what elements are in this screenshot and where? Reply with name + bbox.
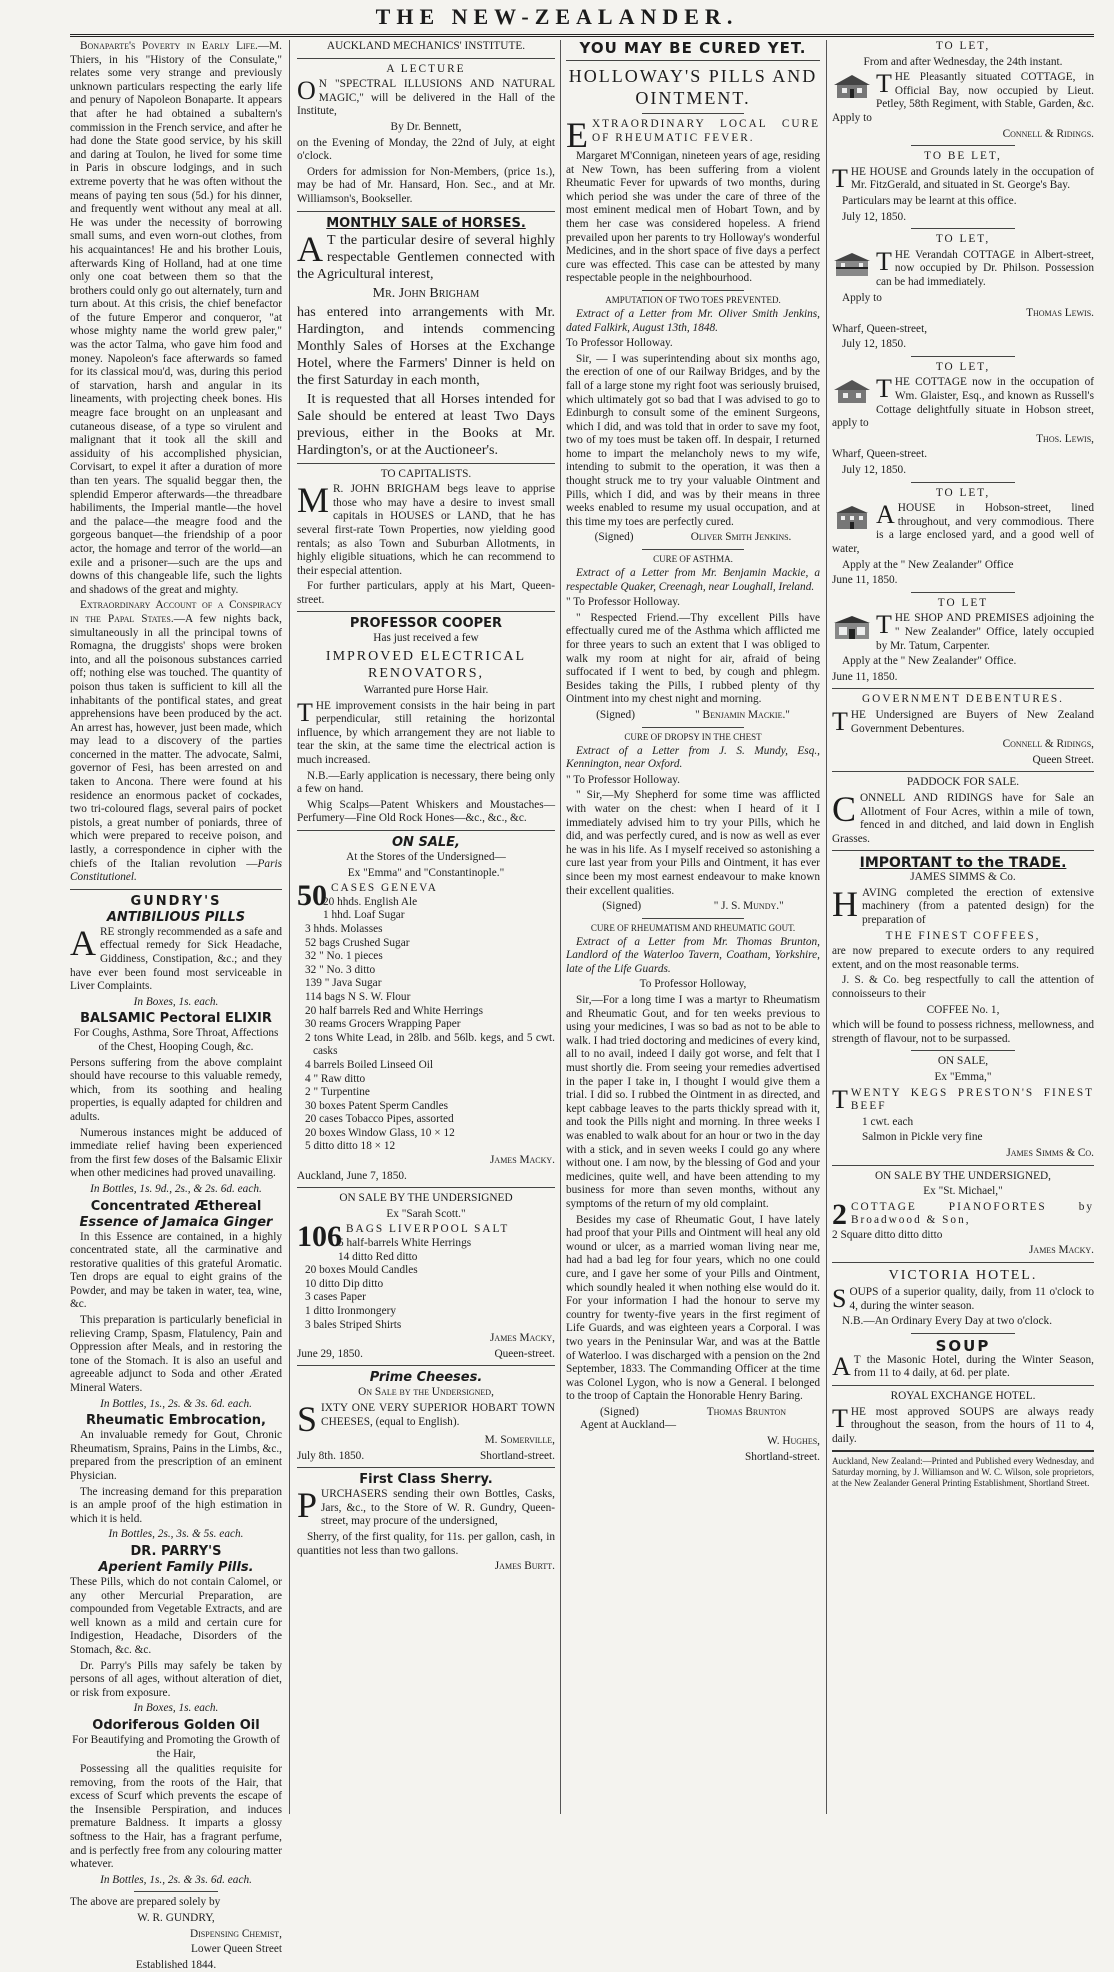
asthma-signature bbox=[566, 709, 820, 723]
debentures-place: Queen Street. bbox=[1032, 753, 1094, 766]
capitalists-body: For further particulars, apply at his Mart, Queen-street. bbox=[297, 580, 555, 606]
masthead: THE NEW-ZEALANDER. bbox=[375, 4, 739, 29]
sale2-footer bbox=[297, 1348, 555, 1362]
asthma-heading: CURE OF ASTHMA. bbox=[653, 554, 733, 565]
column-1 bbox=[70, 40, 282, 1971]
victoria-heading: VICTORIA HOTEL. bbox=[888, 1267, 1038, 1283]
divider bbox=[297, 1365, 555, 1366]
parry-body: Dr. Parry's Pills may safely be taken by persons of all ages, without alteration of diet, or risk from exposure. bbox=[70, 1659, 282, 1699]
let6-body: HE SHOP AND PREMISES adjoining the " New Zealander" Office, lately occupied by Mr. Tatum, Carpenter. bbox=[876, 612, 1094, 652]
lecture-orders: Orders for admission for Non-Members, (price 1s.), may be had of Mr. Hansard, Hon. Sec., and at Mr. Williamson's, Bookseller. bbox=[297, 165, 555, 205]
divider bbox=[911, 592, 1016, 593]
debentures-ad: THE Undersigned are Buyers of New Zealand Government Debentures. bbox=[832, 706, 1094, 736]
paddock-heading: PADDOCK FOR SALE. bbox=[906, 776, 1020, 789]
chemist-trade: Dispensing Chemist, bbox=[189, 1927, 282, 1940]
horses-body: It is requested that all Horses intended for Sale should be entered at least Two Days previous, either in the Books at Mr. Hardington's, or at the Auctioneer's. bbox=[297, 391, 555, 458]
balsamic-title: BALSAMIC Pectoral ELIXIR bbox=[80, 1011, 272, 1027]
column-divider bbox=[560, 40, 561, 1814]
sherry-ad: PURCHASERS sending their own Bottles, Casks, Jars, &c., to the Store of W. R. Gundry, Queen-street, may procure of the undersigned, bbox=[297, 1485, 555, 1528]
divider bbox=[832, 850, 1094, 851]
gout-signature bbox=[566, 1406, 820, 1420]
michael-ex: Ex "St. Michael," bbox=[923, 1185, 1003, 1198]
let3-ad: THE Verandah COTTAGE in Albert-street, now occupied by Dr. Philson. Possession can be had immediately. bbox=[832, 249, 1094, 290]
sale-list bbox=[297, 896, 555, 1154]
bonaparte-article: Bonaparte's Poverty in Early Life.—M. Thiers, in his "History of the Consulate," relates some very strange and previously unknown particulars respecting the early life and penury of Napoleon Bonaparte. It appears that after he had obtained a subaltern's commission in the French service, and after he had done the State good service, by his skill and daring at Toulon, he lived for some time in Paris in obscure lodgings, and in such extreme poverty that he was often without the means of paying ten sous (5d.) for his dinner, and frequently went without any meal at all. He was under the necessity of borrowing small sums, and even worn-out clothes, from his acquaintances! He and his brother Louis, afterwards King of Holland, had at one time only one coat between them so that the brothers could only go out alternately, turn and turn about. At this crisis, the chief benefactor of the future Emperor and conqueror, "at whose mighty name the world grew paler," was the actor Talma, who gave him food and money. Napoleon's face afterwards so famed for its classical mou'd, was, during this period of starvation, harsh and angular in its lineaments, with projecting cheek bones. His meagre face brought on an unpleasant and cutaneous disease, of a type so virulent and malignant that it took all the skill and assiduity of his accomplished physician, Corvisart, to expel it after a duration of more than ten years. The squalid beggar then, the splendid Emperor afterwards—the threadbare habiliments, the Imperial mantle—the hovel and the palace—the meagre food and the gorgeous banquet—the friendship of a poor actor, the homage and terror of the world—an exile and a prisoner—such are the ups and downs of this changeable life, such the lights and shadows of the great and mighty. bbox=[70, 40, 282, 596]
let1-signature: Connell & Ridings. bbox=[1002, 127, 1094, 140]
divider bbox=[297, 1467, 555, 1468]
let6-heading: TO LET bbox=[937, 596, 989, 609]
balsamic-body: Numerous instances might be adduced of immediate relief having been experienced from the first few doses of the Balsamic Elixir when other medicines had proved unavailing. bbox=[70, 1126, 282, 1180]
horses-ad: A T the particular desire of several highly respectable Gentlemen connected with the Agricultural interest, bbox=[297, 228, 555, 282]
capitalists-heading: TO CAPITALISTS. bbox=[380, 467, 472, 480]
dropsy-extract: Extract of a Letter from J. S. Mundy, Esq., Kennington, near Oxford. bbox=[566, 744, 820, 771]
ginger-price: In Bottles, 1s., 2s. & 3s. 6d. each. bbox=[100, 1397, 252, 1410]
divider bbox=[134, 1891, 219, 1892]
let6-ad: THE SHOP AND PREMISES adjoining the " New Zealander" Office, lately occupied by Mr. Tatum, Carpenter. bbox=[832, 612, 1094, 653]
lecture-heading: A LECTURE bbox=[386, 62, 466, 75]
let4-heading: TO LET, bbox=[935, 360, 991, 373]
royal-ad: THE most approved SOUPS are always ready throughout the season, from the hours of 11 to 4, daily. bbox=[832, 1403, 1094, 1445]
dropsy-to: " To Professor Holloway. bbox=[566, 773, 680, 786]
let1-from: From and after Wednesday, the 24th instant. bbox=[863, 55, 1063, 68]
sale2-ex: Ex "Sarah Scott." bbox=[386, 1207, 466, 1220]
cheese-heading: Prime Cheeses. bbox=[369, 1370, 483, 1386]
list-item: 3 cases Paper bbox=[305, 1291, 366, 1304]
debentures-body: HE Undersigned are Buyers of New Zealand Government Debentures. bbox=[850, 708, 1094, 735]
cottage-icon bbox=[832, 73, 872, 99]
list-item: 30 reams Grocers Wrapping Paper bbox=[305, 1018, 461, 1031]
divider bbox=[642, 918, 744, 919]
gout-body: Sir,—For a long time I was a martyr to Rheumatism and Rheumatic Gout, and for ten weeks previous to using your medicines, I was so bad as not to be able to walk. I had tried doctoring and medicines of every kind, all to no avail, indeed I daily got worse, and felt that I must shortly die. From seeing your remedies advertised in the paper I take in, I thought I would give them a trial. I did so. I rubbed the Ointment in as directed, and kept cabbage leaves to the parts thickly spread with it, and took the Pills night and morning. In three weeks I was enabled to walk about for an hour or two in the day with a stick, and in seven weeks I could go any where without one. I am now, by the blessing of God and your medicines, quite well, and have been attending to my business for more than seven months, without any symptoms of the return of my old complaint. bbox=[566, 994, 820, 1210]
parry-title: DR. PARRY'S bbox=[130, 1543, 222, 1559]
ginger-title-2: Essence of Jamaica Ginger bbox=[79, 1214, 273, 1230]
divider bbox=[911, 1333, 1016, 1334]
cooper-warranty: Warranted pure Horse Hair. bbox=[363, 684, 489, 697]
divider bbox=[642, 290, 744, 291]
list-item: 2 " Turpentine bbox=[305, 1086, 370, 1099]
chemist-name: W. R. GUNDRY, bbox=[137, 1912, 215, 1925]
list-item: 32 " No. 3 ditto bbox=[305, 963, 376, 976]
list-item: 5 half-barrels White Herrings bbox=[338, 1237, 472, 1250]
list-item: 14 ditto Red ditto bbox=[338, 1250, 418, 1263]
cooper-nb: N.B.—Early application is necessary, there being only a few on hand. bbox=[297, 769, 555, 796]
column-4 bbox=[832, 40, 1094, 1814]
list-item: 32 " No. 1 pieces bbox=[305, 950, 383, 963]
sale-count: 50 bbox=[297, 879, 327, 913]
trade-body: AVING completed the erection of extensive machinery (from a patented design) for the preparation of bbox=[862, 886, 1094, 927]
cheese-date: July 8th. 1850. bbox=[297, 1449, 365, 1462]
divider bbox=[911, 356, 1016, 357]
asthma-body: " Respected Friend.—Thy excellent Pills have effectually cured me of the Asthma which afflicted me for three years to such an extent that I was obliged to walk my room at night for air, afraid of being suffocated if I went to bed, by cough and phlegm. Besides taking the Pills, I rubbed plenty of thy Ointment into my chest night and morning. bbox=[566, 611, 820, 706]
trade-name: JAMES SIMMS & Co. bbox=[910, 871, 1016, 884]
holloway-heading: YOU MAY BE CURED YET. bbox=[579, 39, 807, 57]
let4-date: July 12, 1850. bbox=[842, 464, 907, 477]
let5-heading: TO LET, bbox=[935, 486, 991, 499]
cooper-body: HE improvement consists in the hair being in part perpendicular, still retaining the horizontal influence, by which arrangement they are not liable to tear the skin, at the same time the electrical action is much increased. bbox=[297, 699, 555, 767]
column-2 bbox=[297, 40, 555, 1814]
gout-extract: Extract of a Letter from Mr. Thomas Brunton, Landlord of the Waterloo Tavern, Coatham, Yorkshire, late of the Life Guards. bbox=[566, 935, 820, 975]
let3-body: HE Verandah COTTAGE in Albert-street, now occupied by Dr. Philson. Possession can be had immediately. bbox=[876, 248, 1094, 288]
dropsy-signature bbox=[566, 900, 820, 914]
divider bbox=[566, 60, 820, 61]
divider bbox=[297, 58, 555, 59]
agent-label: Agent at Auckland— bbox=[580, 1419, 677, 1432]
amputation-extract: Extract of a Letter from Mr. Oliver Smith Jenkins, dated Falkirk, August 13th, 1848. bbox=[566, 307, 820, 334]
michael-first bbox=[832, 1197, 1094, 1231]
sale2-heading: ON SALE BY THE UNDERSIGNED bbox=[339, 1192, 513, 1205]
horses-body: has entered into arrangements with Mr. Hardington, and intends commencing Monthly Sales of Horses at the Exchange Hotel, where the Farmers' Dinner is held on the first Saturday in each month, bbox=[297, 304, 555, 388]
asthma-to: " To Professor Holloway. bbox=[566, 596, 680, 609]
let2-date: July 12, 1850. bbox=[842, 210, 907, 223]
michael-body: 2 Square ditto ditto ditto bbox=[832, 1228, 943, 1241]
michael-heading: ON SALE BY THE UNDERSIGNED, bbox=[874, 1169, 1052, 1182]
let6-date: June 11, 1850. bbox=[832, 670, 898, 683]
divider bbox=[832, 1385, 1094, 1386]
ginger-title: Concentrated Æthereal bbox=[90, 1198, 262, 1214]
oil-body: Possessing all the qualities requisite for removing, from the roots of the Hair, that excess of Scurf which prevents the escape of the Insensible Perspiration, and induces premature Baldness. It imparts a glossy softness to the Hair, has a fragrant perfume, and is perfectly free from any colouring matter whatever. bbox=[70, 1763, 282, 1871]
column-divider bbox=[289, 40, 290, 1814]
let3-signature: Thomas Lewis. bbox=[1026, 307, 1094, 320]
divider bbox=[70, 889, 282, 890]
list-item: 4 " Raw ditto bbox=[305, 1072, 366, 1085]
list-item: 1 ditto Ironmongery bbox=[305, 1305, 396, 1317]
holloway-title: HOLLOWAY'S PILLS AND OINTMENT. bbox=[568, 66, 818, 108]
ginger-body: This preparation is particularly beneficial in relieving Cramp, Spasm, Flatulency, Pain and Oppression after Meals, and in restoring the tone of the Stomach. It is also an useful and agreeable adjunct to Soda and other Ærated Mineral Waters. bbox=[70, 1314, 282, 1395]
cooper-ad: THE improvement consists in the hair being in part perpendicular, still retaining the horizontal influence, by which arrangement they are not liable to tear the skin, at the same time the electrical action is much increased. bbox=[297, 697, 555, 767]
list-item: 30 boxes Patent Sperm Candles bbox=[305, 1099, 449, 1112]
parry-body: These Pills, which do not contain Calomel, or any other Mercurial Preparation, are compounded from Vegetable Extracts, and are well known as a mild and certain cure for Indigestion, Headache, Disorders of the Stomach, &c. &c. bbox=[70, 1575, 282, 1656]
sold-by: The above are prepared solely by bbox=[70, 1896, 221, 1909]
holloway-extraordinary-text: XTRAORDINARY LOCAL CURE OF RHEUMATIC FEVER. bbox=[592, 118, 820, 144]
list-item: 20 cases Tobacco Pipes, assorted bbox=[305, 1113, 454, 1126]
soup-ad: A T the Masonic Hotel, during the Winter Season, from 11 to 4 daily, at 6d. per plate. bbox=[832, 1351, 1094, 1381]
cheese-footer bbox=[297, 1450, 555, 1464]
list-item: 3 bales Striped Shirts bbox=[305, 1318, 402, 1331]
signature: Oliver Smith Jenkins. bbox=[690, 531, 792, 544]
sale2-date: June 29, 1850. bbox=[297, 1347, 363, 1360]
let2-particulars: Particulars may be learnt at this office. bbox=[842, 194, 1017, 207]
let3-apply: Apply to bbox=[842, 291, 882, 304]
let4-ad: THE COTTAGE now in the occupation of Wm. Glaister, Esq., and known as Russell's Cottage delightfully situate in Hobson street, apply to bbox=[832, 374, 1094, 430]
cooper-wigs: Whig Scalps—Patent Whiskers and Moustaches—Perfumery—Fine Old Rock Hones—&c., &c., &c. bbox=[297, 798, 555, 825]
amputation-heading: AMPUTATION OF TWO TOES PREVENTED. bbox=[605, 294, 781, 305]
article-title: Extraordinary Account of a Conspiracy in the Papal States. bbox=[70, 599, 282, 625]
let2-body: HE HOUSE and Grounds lately in the occupation of Mr. FitzGerald, and situated in St. George's Bay. bbox=[850, 165, 1094, 192]
victoria-body: OUPS of a superior quality, daily, from 11 o'clock to 4, during the winter season. bbox=[849, 1285, 1094, 1312]
divider bbox=[642, 727, 744, 728]
balsamic-use: For Coughs, Asthma, Sore Throat, Affections of the Chest, Hooping Cough, &c. bbox=[73, 1027, 279, 1053]
signed-label: (Signed) bbox=[602, 900, 642, 913]
parry-price: In Boxes, 1s. each. bbox=[133, 1702, 219, 1715]
balsamic-price: In Bottles, 1s. 9d., 2s., & 2s. 6d. each. bbox=[90, 1182, 262, 1195]
rheumatic-body: An invaluable remedy for Gout, Chronic Rheumatism, Sprains, Pains in the Limbs, &c., prepared from the prescription of an eminent Physician. bbox=[70, 1429, 282, 1482]
list-item: 139 " Java Sugar bbox=[305, 977, 382, 990]
michael-signature: James Macky. bbox=[1029, 1244, 1094, 1257]
agent-place: Shortland-street. bbox=[745, 1450, 820, 1463]
chemist-address: Lower Queen Street bbox=[191, 1943, 282, 1956]
sale2-place: Queen-street. bbox=[494, 1347, 555, 1360]
amputation-body: Sir, — I was superintending about six months ago, the erection of one of our Railway Bridges, and by the fall of a large stone my right foot was seriously bruised, which ultimately got so bad that I was advised to go to Edinburgh to consult some of the eminent Surgeons, which I did, and was told that in order to save my foot, two of my toes must be taken off. In despair, I returned home to impart the melancholy news to my wife, intending to submit to the operation, it was then a thought struck me to try your valuable Ointment and Pills, which I did, and was by their means in three weeks enabled to resume my usual occupation, and at this time my toes are perfectly cured. bbox=[566, 352, 820, 528]
signature: " Benjamin Mackie." bbox=[695, 708, 790, 721]
let2-ad: THE HOUSE and Grounds lately in the occupation of Mr. FitzGerald, and situated in St. George's Bay. bbox=[832, 163, 1094, 193]
shop-icon bbox=[832, 614, 872, 640]
let3-address: Wharf, Queen-street, bbox=[832, 322, 928, 335]
debentures-signature: Connell & Ridings, bbox=[1002, 738, 1094, 751]
established: Established 1844. bbox=[135, 1958, 217, 1971]
list-item: 20 boxes Mould Candles bbox=[305, 1264, 418, 1277]
list-item: 5 ditto ditto 18 × 12 bbox=[305, 1140, 396, 1153]
divider bbox=[297, 463, 555, 464]
emma-ex: Ex "Emma," bbox=[934, 1071, 992, 1083]
gundry-ad: ARE strongly recommended as a safe and effectual remedy for Sick Headache, Giddiness, Constipation, &c.; and they have ever been found most serviceable in Liver Complaints. bbox=[70, 922, 282, 993]
let3-date: July 12, 1850. bbox=[842, 338, 907, 351]
trade-item: THE FINEST COFFEES, bbox=[885, 929, 1041, 942]
trade-coffee: COFFEE No. 1, bbox=[926, 1003, 1000, 1016]
amputation-to: To Professor Holloway. bbox=[566, 337, 673, 350]
masthead-rule bbox=[70, 34, 1094, 37]
emma-ad: TWENTY KEGS PRESTON'S FINEST BEEF bbox=[832, 1084, 1094, 1114]
cheese-ad: SIXTY ONE VERY SUPERIOR HOBART TOWN CHEESES, (equal to English). bbox=[297, 1398, 555, 1439]
let2-heading: TO BE LET, bbox=[924, 150, 1002, 163]
emma-heading: ON SALE, bbox=[937, 1055, 989, 1068]
agent-name: W. Hughes, bbox=[767, 1435, 820, 1448]
oil-use: For Beautifying and Promoting the Growth of the Hair, bbox=[72, 1733, 280, 1760]
cheese-place: Shortland-street. bbox=[480, 1449, 555, 1462]
gout-body: Besides my case of Rheumatic Gout, I have lately had proof that your Pills and Ointment will heal any old wound or ulcer, as a married woman living near me, had had a bad leg for four years, which no one could cure, and I gave her some of your Pills and Ointment, which soundly healed it when nothing else would do it. For your information I had the honour to serve my country for twenty-five years in the first regiment of Life Guards, and was eighteen years a Corporal. I was two years in the Peninsular War, and was at the Battle of Waterloo. I was discharged with a pension on the 2nd September, 1833. The Commanding Officer at the time was Colonel Lygon, who is now a General. I belonged to the troop of Captain the Honorable Henry Baring. bbox=[566, 1213, 820, 1403]
divider bbox=[297, 611, 555, 612]
let3-heading: TO LET, bbox=[935, 233, 991, 246]
rheumatic-body: The increasing demand for this preparation is an ample proof of the high estimation in which it is held. bbox=[70, 1485, 282, 1525]
margaret-case: Margaret M'Connigan, nineteen years of age, residing at New Town, has been suffering from a violent Rheumatic Fever for upwards of two months, during which period she was under the care of three of the most eminent medical men of Hobart Town, and by them her case was considered hopeless. A friend prevailed upon her parents to try Holloway's wonderful Medicines, and in the short space of five days a perfect cure was effected. This case can be attested by many respectable people in the neighbourhood. bbox=[566, 150, 820, 285]
article-source: Paris Constitutionel. bbox=[70, 857, 282, 884]
divider bbox=[832, 1262, 1094, 1263]
holloway-extraordinary: EXTRAORDINARY LOCAL CURE OF RHEUMATIC FEVER. bbox=[566, 115, 820, 155]
cooper-item: IMPROVED ELECTRICAL RENOVATORS, bbox=[325, 649, 527, 682]
balsamic-body: Persons suffering from the above complaint should have recourse to this valuable remedy, which, from its soothing and healing properties, is equally adapted for children and adults. bbox=[70, 1056, 282, 1123]
divider bbox=[642, 113, 744, 114]
sale-date: Auckland, June 7, 1850. bbox=[297, 1169, 407, 1182]
paddock-body: ONNELL AND RIDINGS have for Sale an Allotment of Four Acres, within a mile of town, fenced in and ditched, and laid down in English Grasses. bbox=[832, 791, 1094, 845]
amputation-signature bbox=[566, 531, 820, 545]
dropsy-heading: CURE OF DROPSY IN THE CHEST bbox=[624, 731, 762, 742]
column-divider bbox=[826, 40, 827, 1814]
royal-heading: ROYAL EXCHANGE HOTEL. bbox=[890, 1389, 1036, 1402]
cheese-body: IXTY ONE VERY SUPERIOR HOBART TOWN CHEESES, (equal to English). bbox=[321, 1401, 555, 1428]
signature: " J. S. Mundy." bbox=[713, 900, 784, 913]
divider bbox=[911, 482, 1016, 483]
michael-body: COTTAGE PIANOFORTES by Broadwood & Son, bbox=[851, 1200, 1094, 1227]
column-3 bbox=[566, 40, 820, 1814]
horses-body: T the particular desire of several highly respectable Gentlemen connected with the Agricultural interest, bbox=[297, 232, 555, 282]
list-item: 20 hhds. English Ale bbox=[323, 895, 418, 908]
signed-label: (Signed) bbox=[594, 531, 634, 544]
divider bbox=[297, 211, 555, 212]
let1-heading: TO LET, bbox=[935, 40, 991, 52]
royal-body: HE most approved SOUPS are always ready throughout the season, from the hours of 11 to 4, daily. bbox=[832, 1405, 1094, 1445]
sherry-heading: First Class Sherry. bbox=[359, 1472, 493, 1488]
soup-heading: SOUP bbox=[935, 1336, 991, 1355]
trade-body: J. S. & Co. beg respectfully to call the attention of connoisseurs to their bbox=[832, 974, 1094, 1001]
article-title: Bonaparte's Poverty in Early Life. bbox=[80, 40, 258, 52]
gundry-subtitle: ANTIBILIOUS PILLS bbox=[106, 909, 246, 925]
cooper-sub: Has just received a few bbox=[373, 632, 479, 645]
sale2-signature: James Macky, bbox=[490, 1332, 555, 1345]
emma-salmon: Salmon in Pickle very fine bbox=[862, 1131, 983, 1144]
sale-sub: At the Stores of the Undersigned— bbox=[346, 851, 506, 863]
list-item: 10 ditto Dip ditto bbox=[305, 1277, 384, 1290]
sale-ex: Ex "Emma" and "Constantinople." bbox=[347, 866, 505, 879]
house-icon bbox=[832, 504, 872, 530]
sale-signature: James Macky. bbox=[490, 1154, 555, 1167]
list-item: 114 bags N S. W. Flour bbox=[305, 990, 411, 1003]
lecture-by: By Dr. Bennett, bbox=[390, 120, 462, 133]
list-item: 20 boxes Window Glass, 10 × 12 bbox=[305, 1126, 455, 1139]
oil-title: Odoriferous Golden Oil bbox=[92, 1717, 260, 1733]
sale2-first-item: BAGS LIVERPOOL SALT bbox=[346, 1223, 510, 1236]
let6-apply: Apply at the " New Zealander" Office. bbox=[842, 655, 1017, 668]
list-item: 2 tons White Lead, in 28lb. and 56lb. kegs, and 5 cwt. casks bbox=[305, 1031, 555, 1058]
lecture-when: on the Evening of Monday, the 22nd of July, at eight o'clock. bbox=[297, 136, 555, 163]
cooper-heading: PROFESSOR COOPER bbox=[349, 616, 503, 632]
gout-heading: CURE OF RHEUMATISM AND RHEUMATIC GOUT. bbox=[590, 922, 796, 933]
emma-signature: James Simms & Co. bbox=[1006, 1146, 1094, 1159]
dropsy-body: " Sir,—My Shepherd for some time was afflicted with water on the chest: when I heard of it I immediately advised him to try your Pills, which he did, and was perfectly cured, and is now as well as ever he was in his life. As I myself received so astonishing a cure last year from your Pills and Ointment, it has ever since been my most earnest endeavour to make known their excellent qualities. bbox=[566, 789, 820, 897]
article-body: Thiers, in his "History of the Consulate," relates some very strange and previously unknown particulars respecting the early life and penury of Napoleon Bonaparte. It appears that after he had obtained a subaltern's commission in the French service, and after he had done the State good service, by his skill and daring at Toulon, he lived for some time in Paris in obscure lodgings, and in such extreme poverty that he was often without the means of paying ten sous (5d.) for his dinner, and frequently went without any meal at all. He was under the necessity of borrowing small sums, and even worn-out clothes, from his acquaintances! He and his brother Louis, afterwards King of Holland, had at one time only one coat between them so that the brothers could only go out alternately, turn and turn about. At this crisis, the chief benefactor of the future Emperor and conqueror, "at whose mighty name the world grew paler," was the actor Talma, who gave him food and money. Napoleon's face afterwards so famed for its classical mou'd, was, during this period of starvation, harsh and angular in its lineaments, with projecting cheek bones. His meagre face brought on an unpleasant and cutaneous disease, of a type so virulent and malignant that it took all the skill and assiduity of his accomplished physician, Corvisart, to expel it after a duration of more than ten years. The squalid beggar then, the splendid Emperor afterwards—the threadbare habiliments, the Imperial mantle—the hovel and the palace—the meagre food and the gorgeous banquet—the friendship of a poor actor, the homage and terror of the world—an exile and a prisoner—such are the ups and downs of this changeable life, such the lights and shadows of the great and mighty. bbox=[70, 53, 282, 596]
gout-to: To Professor Holloway, bbox=[639, 978, 747, 991]
trade-ad: HAVING completed the erection of extensive machinery (from a patented design) for the preparation of bbox=[832, 883, 1094, 927]
let4-signature: Thos. Lewis, bbox=[1036, 432, 1094, 445]
divider bbox=[642, 549, 744, 550]
imprint: Auckland, New Zealand:—Printed and Published every Wednesday, and Saturday morning, by J. Williamson and W. C. Wilson, sole proprietors, at the New Zealander General Printing Establishment, Shortland Street. bbox=[832, 1456, 1094, 1489]
trade-body: are now prepared to execute orders to any required extent, and on the most reasonable terms. bbox=[832, 945, 1094, 971]
lecture-body: N "SPECTRAL ILLUSIONS AND NATURAL MAGIC," will be delivered in the Hall of the Institute, bbox=[297, 78, 555, 118]
trade-heading: IMPORTANT to the TRADE. bbox=[859, 855, 1067, 872]
gundry-price: In Boxes, 1s. each. bbox=[133, 995, 219, 1008]
soup-body: T the Masonic Hotel, during the Winter Season, from 11 to 4 daily, at 6d. per plate. bbox=[853, 1353, 1094, 1380]
let4-address: Wharf, Queen-street. bbox=[832, 448, 928, 461]
sherry-body: Sherry, of the first quality, for 11s. per gallon, cash, in quantities not less than two gallons. bbox=[297, 1530, 555, 1557]
ad-body: RE strongly recommended as a safe and effectual remedy for Sick Headache, Giddiness, Constipation, &c.; and they have ever been found most serviceable in Liver Complaints. bbox=[70, 925, 282, 993]
list-item: 3 hhds. Molasses bbox=[305, 922, 383, 935]
cottage-icon bbox=[832, 378, 872, 404]
signed-label: (Signed) bbox=[599, 1405, 639, 1418]
rheumatic-price: In Bottles, 2s., 3s. & 5s. each. bbox=[108, 1528, 244, 1541]
list-item: 52 bags Crushed Sugar bbox=[305, 936, 410, 949]
capitalists-ad: M R. JOHN BRIGHAM begs leave to apprise those who may have a desire to invest small capitals in HOUSES or LAND, that he has several first-rate Town Properties, now yielding good rentals; as also Town and Suburban Allotments, in highly eligible situations, which he can recommend to their especial attention. bbox=[297, 480, 555, 577]
rheumatic-title: Rheumatic Embrocation, bbox=[86, 1413, 266, 1429]
conspiracy-article: Extraordinary Account of a Conspiracy in the Papal States.—A few nights back, simultaneously in all the principal towns of Romagna, the druggists' shops were broken into, and all the poisonous substances carried off; nothing else was touched. The quantity of poison thus taken is sufficient to kill all the inhabitants of the pontifical states, and great apprehensions have been produced by the act. An arrest has, however, just been made, which may lead to a discovery of the parties concerned in the matter. The advocate, Salmi, governor of Fesi, has been arrested on and taken to Ancona. There were found at his residence an enormous packet of cockades, two tri-coloured flags, several pairs of pocket pistols, a great number of poniards, three of which were prepared to receive poison, and lastly, a correspondence in cipher with the chiefs of the Italian revolution —Paris Constitutionel. bbox=[70, 599, 282, 884]
parry-title-2: Aperient Family Pills. bbox=[98, 1559, 254, 1575]
let4-body: HE COTTAGE now in the occupation of Wm. Glaister, Esq., and known as Russell's Cottage delightfully situate in Hobson street, apply to bbox=[832, 376, 1094, 430]
let5-ad: AHOUSE in Hobson-street, lined throughout, and very commodious. There is a large enclosed yard, and a good well of water, bbox=[832, 500, 1094, 555]
divider bbox=[911, 145, 1016, 146]
list-item: 20 half barrels Red and White Herrings bbox=[305, 1004, 483, 1017]
emma-cwt: 1 cwt. each bbox=[862, 1115, 914, 1128]
emma-body: WENTY KEGS PRESTON'S FINEST BEEF bbox=[850, 1086, 1094, 1113]
divider bbox=[832, 688, 1094, 689]
horses-heading: MONTHLY SALE of HORSES. bbox=[326, 215, 526, 231]
sherry-body: URCHASERS sending their own Bottles, Casks, Jars, &c., to the Store of W. R. Gundry, Queen-street, may procure of the undersigned, bbox=[321, 1488, 555, 1528]
debentures-heading: GOVERNMENT DEBENTURES. bbox=[862, 693, 1064, 706]
paddock-ad: CONNELL AND RIDINGS have for Sale an Allotment of Four Acres, within a mile of town, fenced in and ditched, and laid down in English Grasses. bbox=[832, 788, 1094, 845]
signed-label: (Signed) bbox=[596, 708, 635, 721]
cheese-sub: On Sale by the Undersigned, bbox=[358, 1386, 494, 1399]
divider bbox=[911, 228, 1016, 229]
capitalists-body: R. JOHN BRIGHAM begs leave to apprise those who may have a desire to invest small capitals in HOUSES or LAND, that he has several first-rate Town Properties, now yielding good rentals; as also Town and Suburban Allotments, in highly eligible situations, which he can recommend to their especial attention. bbox=[297, 483, 555, 577]
oil-price: In Bottles, 1s., 2s. & 3s. 6d. each. bbox=[100, 1873, 252, 1886]
divider bbox=[832, 1165, 1094, 1166]
let5-date: June 11, 1850. bbox=[832, 574, 898, 587]
michael-count: 2 bbox=[832, 1197, 847, 1231]
list-item: 1 hhd. Loaf Sugar bbox=[323, 909, 405, 922]
ginger-body: In this Essence are contained, in a highly concentrated state, all the carminative and restorative qualities of this grateful Aromatic. Ten drops are equal to eight grains of the Powder, and may be taken in water, tea, wine, &c. bbox=[70, 1230, 282, 1311]
divider bbox=[297, 830, 555, 831]
divider bbox=[832, 771, 1094, 772]
asthma-extract: Extract of a Letter from Mr. Benjamin Mackie, a respectable Quaker, Creenagh, near Loughall, Ireland. bbox=[566, 567, 820, 593]
horses-name: Mr. John Brigham bbox=[372, 285, 480, 301]
victoria-nb: N.B.—An Ordinary Every Day at two o'clock. bbox=[842, 1315, 1053, 1328]
divider bbox=[832, 1450, 1094, 1452]
sherry-signature: James Burtt. bbox=[494, 1560, 555, 1573]
sale-first-item: CASES GENEVA bbox=[331, 882, 438, 895]
verandah-cottage-icon bbox=[832, 251, 872, 277]
list-item: 4 barrels Boiled Linseed Oil bbox=[305, 1058, 434, 1071]
let1-ad: THE Pleasantly situated COTTAGE, in Official Bay, now occupied by Lieut. Petley, 58th Regiment, with Stable, Garden, &c. Apply to bbox=[832, 69, 1094, 124]
lecture-ad: O N "SPECTRAL ILLUSIONS AND NATURAL MAGIC," will be delivered in the Hall of the Institute, bbox=[297, 76, 555, 118]
trade-body: which will be found to possess richness, mellowness, and strength of flavour, not to be surpassed. bbox=[832, 1019, 1094, 1045]
article-body: A few nights back, simultaneously in all the principal towns of Romagna, the druggists' shops were broken into, and all the poisonous substances carried off; nothing else was touched. The quantity of poison thus taken is sufficient to kill all the inhabitants of the pontifical states, and great apprehensions have been produced by the act. An arrest has, however, just been made, which may lead to a discovery of the parties concerned in the matter. The advocate, Salmi, governor of Fesi, has been arrested on and taken to Ancona. There were found at his residence an enormous packet of cockades, two tri-coloured flags, several pairs of pocket pistols, a great number of poniards, three of which were prepared to receive poison, and lastly, a correspondence in cipher with the chiefs of the Italian revolution — bbox=[70, 612, 282, 870]
sale2-count: 106 bbox=[297, 1220, 342, 1254]
gundry-title: GUNDRY'S bbox=[130, 893, 222, 909]
divider bbox=[297, 1187, 555, 1188]
let1-body: HE Pleasantly situated COTTAGE, in Official Bay, now occupied by Lieut. Petley, 58th Regiment, with Stable, Garden, &c. Apply to bbox=[832, 71, 1094, 124]
divider bbox=[911, 1050, 1016, 1051]
let5-body: HOUSE in Hobson-street, lined throughout, and very commodious. There is a large enclosed yard, and a good well of water, bbox=[832, 502, 1094, 555]
cheese-signature: M. Somerville, bbox=[484, 1433, 555, 1446]
victoria-ad: SOUPS of a superior quality, daily, from 11 o'clock to 4, during the winter season. bbox=[832, 1283, 1094, 1313]
mechanics-heading: AUCKLAND MECHANICS' INSTITUTE. bbox=[326, 40, 526, 52]
signature: Thomas Brunton bbox=[706, 1405, 787, 1418]
let5-apply: Apply at the " New Zealander" Office bbox=[842, 558, 1014, 571]
sale-heading: ON SALE, bbox=[392, 835, 460, 850]
